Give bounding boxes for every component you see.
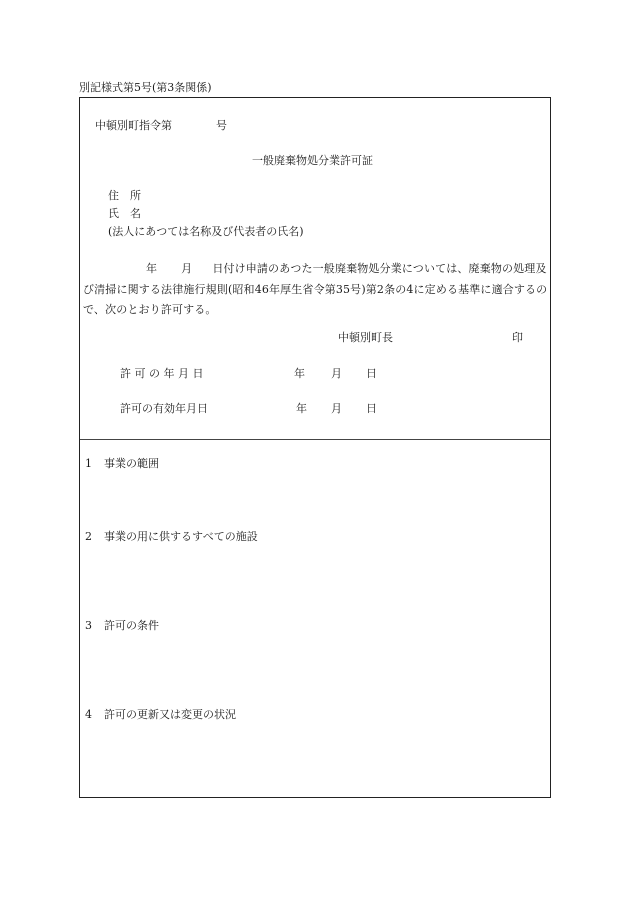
section-title: 許可の更新又は変更の状況 xyxy=(104,708,236,721)
authority-name: 中頓別町長 xyxy=(338,331,393,344)
section-number: 4 xyxy=(85,708,92,721)
section-title: 事業の範囲 xyxy=(104,457,159,470)
section-item xyxy=(85,620,159,631)
section-item xyxy=(85,531,258,542)
permit-date-year: 年 xyxy=(294,367,305,380)
seal-mark: 印 xyxy=(512,331,523,344)
permit-date-month: 月 xyxy=(331,367,342,380)
validity-date-year: 年 xyxy=(296,402,307,415)
designation-prefix: 中頓別町指令第 xyxy=(95,119,172,132)
validity-date-month: 月 xyxy=(331,402,342,415)
section-item xyxy=(85,709,236,720)
section-title: 許可の条件 xyxy=(104,619,159,632)
permit-frame xyxy=(79,97,551,798)
designation-line xyxy=(95,120,227,131)
section-item xyxy=(85,458,159,469)
permit-date-day: 日 xyxy=(366,367,377,380)
body-year-unit: 年 xyxy=(146,262,158,275)
form-label: 別記様式第5号(第3条関係) xyxy=(79,81,212,94)
section-number: 3 xyxy=(85,619,92,632)
body-text-rest: 日付け申請のあつた一般廃棄物処分業については、廃棄物の処理及び清掃に関する法律施行規則(昭和46年厚生省令第35号)第2条の4に定める基準に適合するので、次のとおり許可する。 xyxy=(83,262,548,316)
section-divider xyxy=(80,439,550,440)
section-number: 1 xyxy=(85,457,92,470)
permit-date-label: 許 可 の 年 月 日 xyxy=(120,367,204,380)
document-title: 一般廃棄物処分業許可証 xyxy=(252,154,373,167)
section-number: 2 xyxy=(85,530,92,543)
validity-date-label: 許可の有効年月日 xyxy=(120,402,208,415)
corporate-note: (法人にあつては名称及び代表者の氏名) xyxy=(108,225,304,238)
section-title: 事業の用に供するすべての施設 xyxy=(104,530,258,543)
designation-suffix: 号 xyxy=(216,119,227,132)
validity-date-day: 日 xyxy=(366,402,377,415)
address-label: 住 所 xyxy=(108,189,141,202)
name-label: 氏 名 xyxy=(108,207,141,220)
body-month-unit: 月 xyxy=(181,262,193,275)
permit-body-text xyxy=(83,259,548,321)
